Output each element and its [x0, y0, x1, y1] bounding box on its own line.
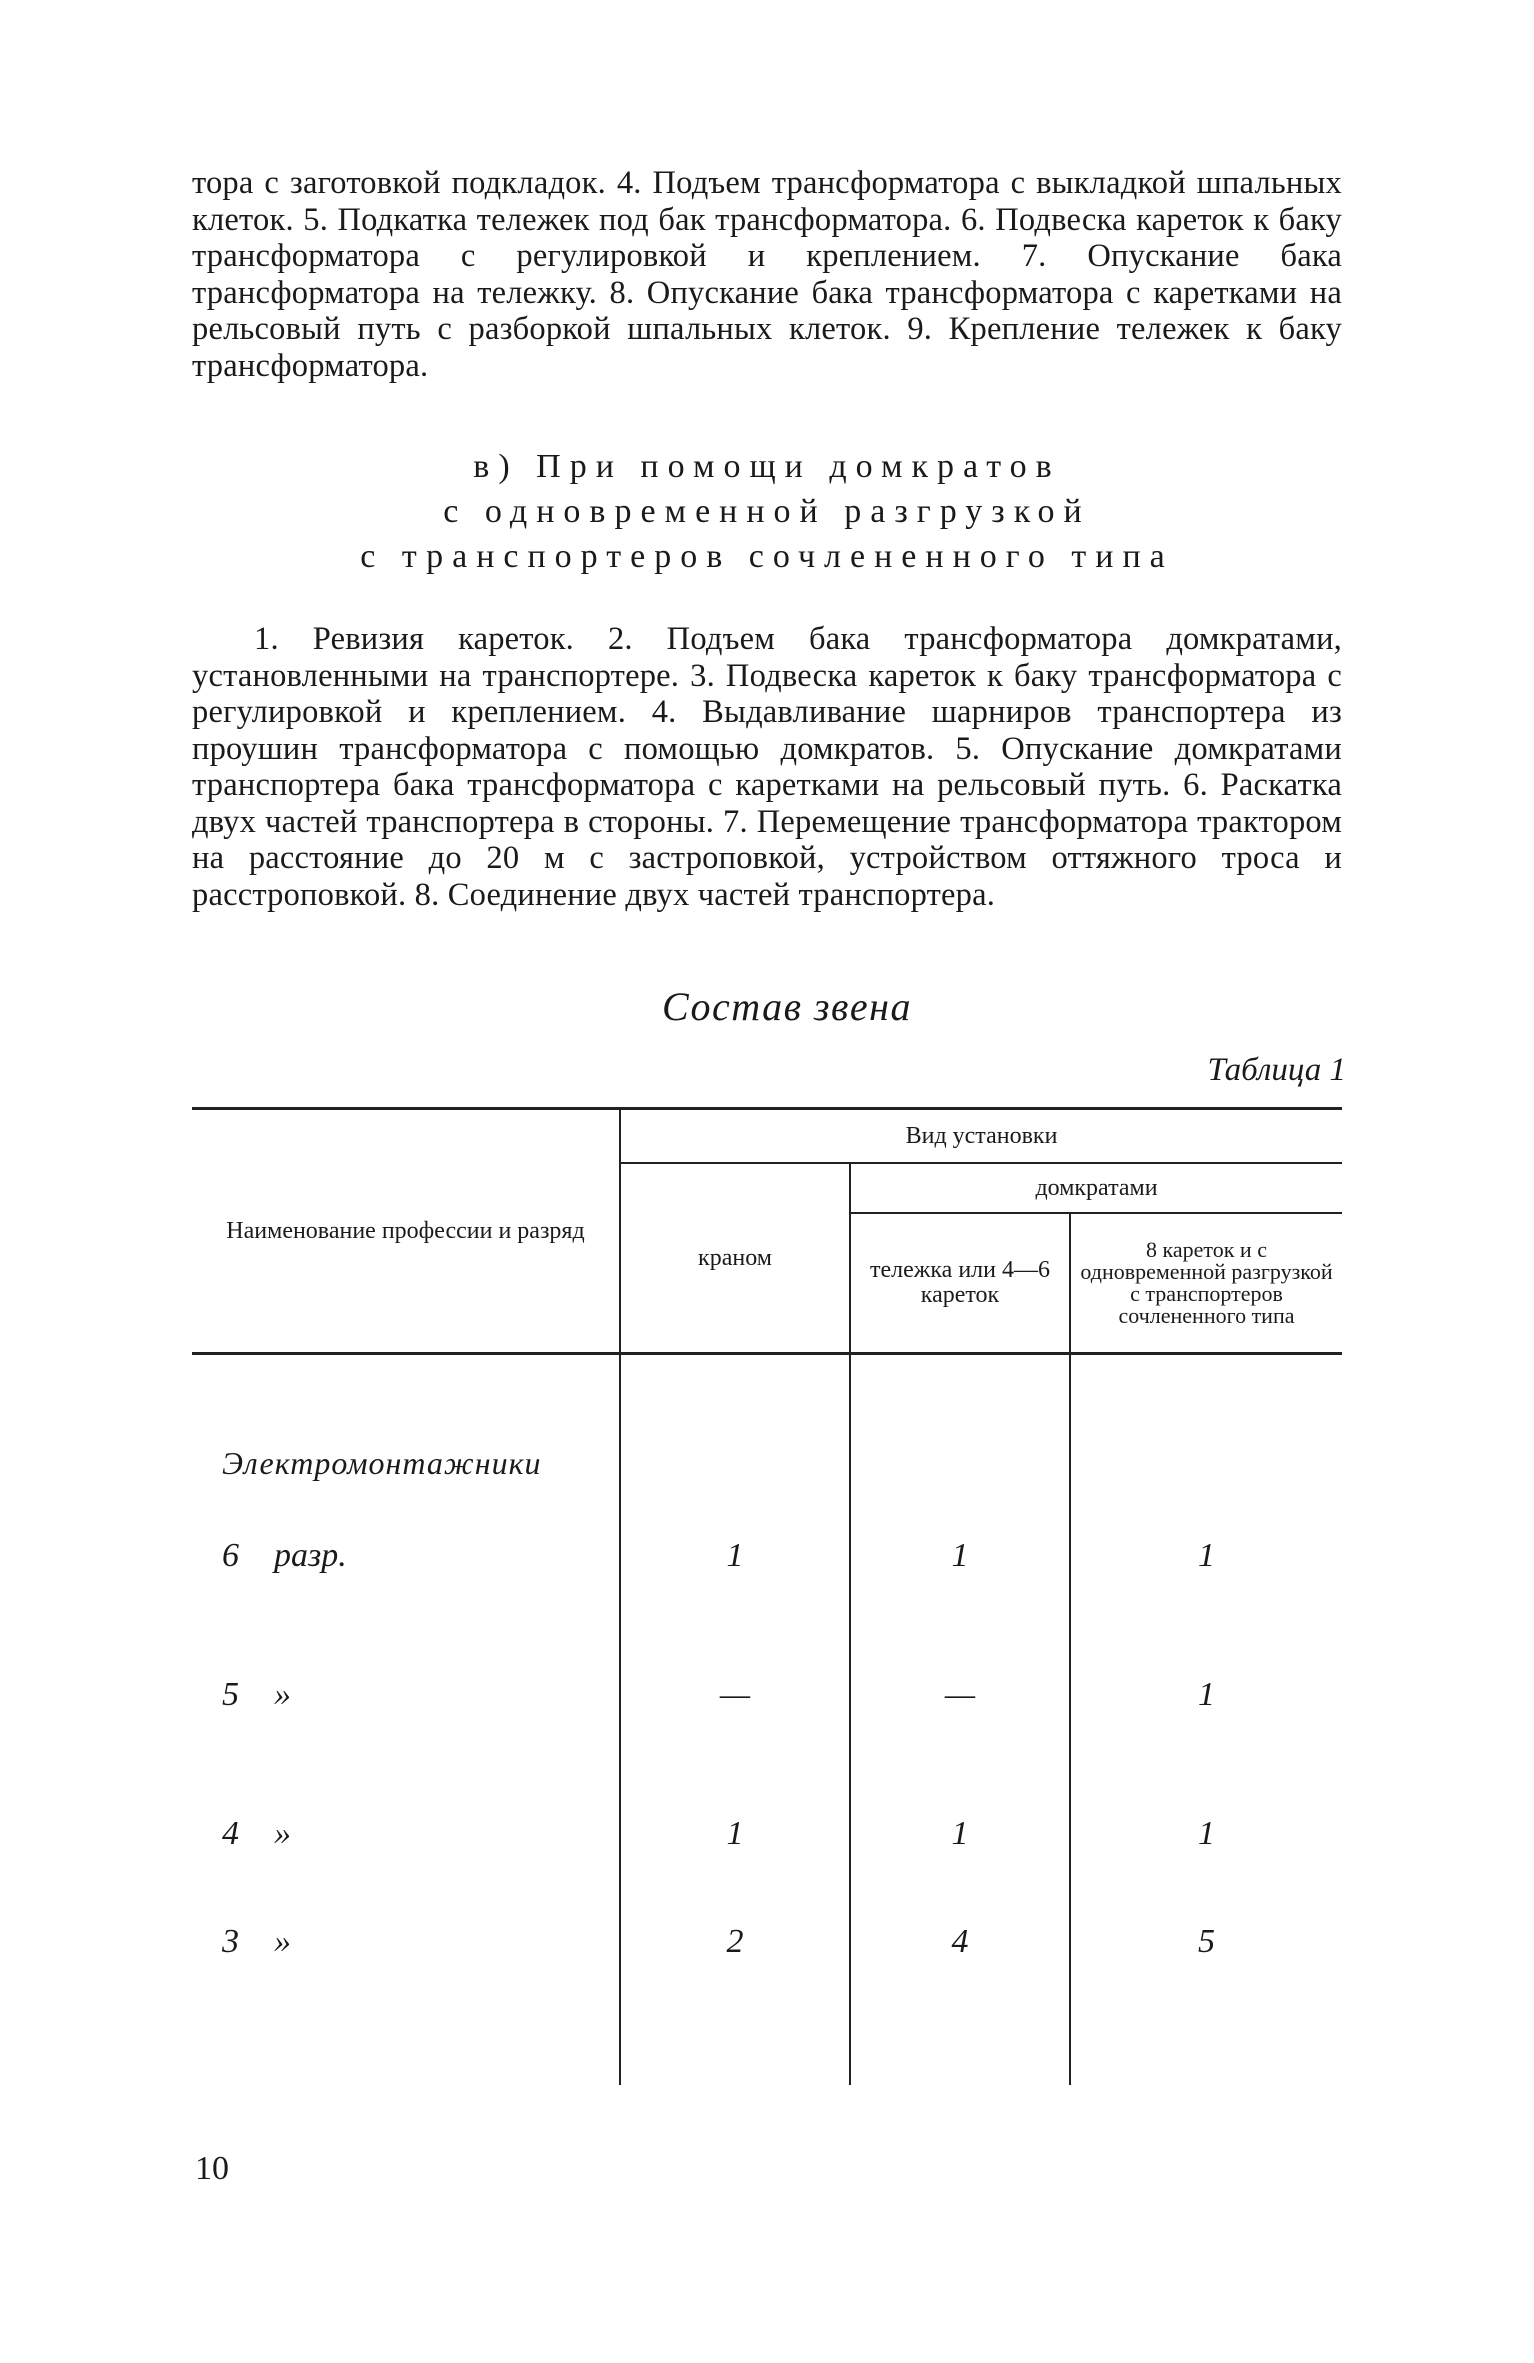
rank-number: 3: [222, 1923, 239, 1960]
section-heading: [192, 444, 1342, 579]
crew-composition-table: [192, 1107, 1342, 2085]
table-cell: [850, 1354, 1070, 1487]
rank-unit: разр.: [274, 1537, 347, 1574]
heading-line-2: с одновременной разгрузкой: [443, 493, 1091, 530]
rank-cell: [192, 1764, 620, 1903]
rank-unit: »: [274, 1676, 291, 1713]
eight-carriages-cell: 1: [1070, 1625, 1342, 1764]
rank-cell: [192, 1486, 620, 1625]
rank-number: 5: [222, 1676, 239, 1713]
header-trolley: тележка или 4—6 кареток: [850, 1213, 1070, 1354]
rank-cell: [192, 1903, 620, 2085]
table-row: [192, 1625, 1342, 1764]
group-label: Электромонтажники: [222, 1445, 542, 1481]
crane-cell: 2: [620, 1903, 850, 2085]
header-crane: краном: [620, 1163, 850, 1354]
paragraph-top: тора с заготовкой подкладок. 4. Подъем трансформатора с выкладкой шпальных клеток. 5. Подкатка тележек под бак трансформатора. 6. Подвеска кареток к баку трансформатора с регулировкой и креплением. 7. Опускание бака трансформатора на тележку. 8. Опускание бака трансформатора с каретками на рельсовый путь с разборкой шпальных клеток. 9. Крепление тележек к баку трансформатора.: [192, 165, 1342, 384]
header-eight-carriages: 8 кареток и с одновременной разгрузкой с транспортеров сочлененного типа: [1070, 1213, 1342, 1354]
rank-unit: »: [274, 1815, 291, 1852]
table-row: [192, 1354, 1342, 1487]
paragraph-steps-text: 1. Ревизия кареток. 2. Подъем бака трансформатора домкратами, установленными на транспортере. 3. Подвеска кареток к баку трансформатора с регулировкой и креплением. 4. Выдавливание шарниров транспортера из проушин трансформатора с помощью домкратов. 5. Опускание домкратами транспортера бака трансформатора с каретками на рельсовый путь. 6. Раскатка двух частей транспортера в стороны. 7. Перемещение трансформатора трактором на расстояние до 20 м с застроповкой, устройством оттяжного троса и расстроповкой. 8. Соединение двух частей транспортера.: [192, 621, 1342, 913]
table-header-row-1: [192, 1109, 1342, 1164]
header-installation-type: Вид установки: [620, 1109, 1342, 1164]
trolley-cell: —: [850, 1625, 1070, 1764]
crane-cell: —: [620, 1625, 850, 1764]
rank-number: 6: [222, 1537, 239, 1574]
trolley-cell: 1: [850, 1764, 1070, 1903]
table-cell: [620, 1354, 850, 1487]
header-profession: Наименование профессии и разряд: [192, 1109, 620, 1354]
eight-carriages-cell: 1: [1070, 1764, 1342, 1903]
table-row: [192, 1486, 1342, 1625]
crane-cell: 1: [620, 1764, 850, 1903]
document-page: [192, 165, 1346, 2085]
paragraph-steps: [192, 621, 1342, 913]
heading-line-1: в) При помощи домкратов: [473, 448, 1061, 485]
eight-carriages-cell: 5: [1070, 1903, 1342, 2085]
section-title: Состав звена: [661, 984, 912, 1029]
eight-carriages-cell: 1: [1070, 1486, 1342, 1625]
table-row: [192, 1903, 1342, 2085]
heading-line-3: с транспортеров сочлененного типа: [360, 538, 1174, 575]
trolley-cell: 4: [850, 1903, 1070, 2085]
crane-cell: 1: [620, 1486, 850, 1625]
rank-cell: [192, 1625, 620, 1764]
page-number: 10: [195, 2150, 229, 2187]
table-label: Таблица 1: [1207, 1052, 1346, 1088]
rank-unit: »: [274, 1923, 291, 1960]
trolley-cell: 1: [850, 1486, 1070, 1625]
rank-number: 4: [222, 1815, 239, 1852]
table-row: [192, 1764, 1342, 1903]
table-cell: [1070, 1354, 1342, 1487]
header-jacks: домкратами: [850, 1163, 1342, 1213]
